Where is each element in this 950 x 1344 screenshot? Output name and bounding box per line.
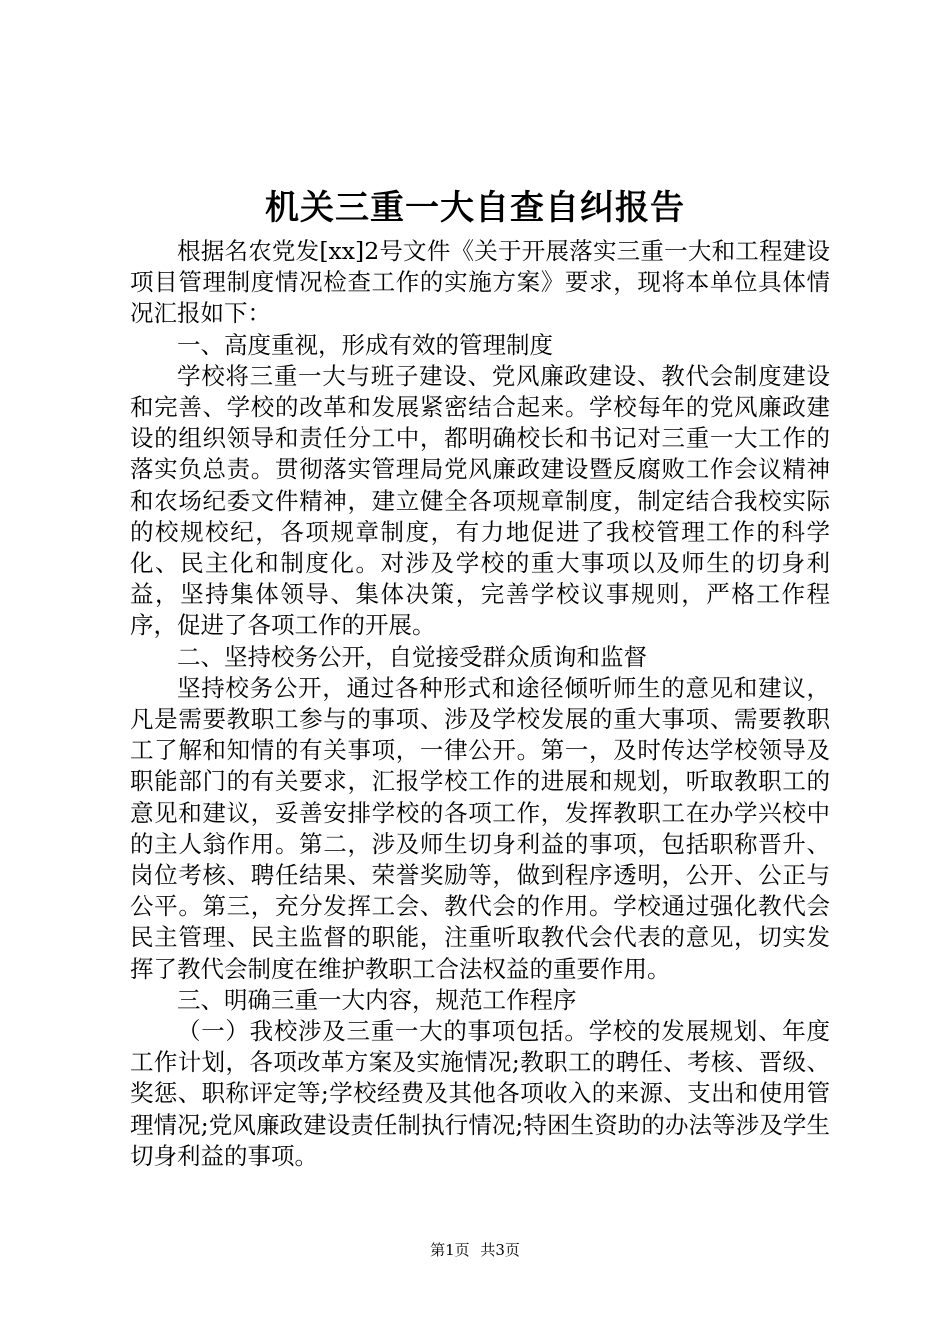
page-footer (0, 1240, 950, 1260)
section-3-paragraph: （一）我校涉及三重一大的事项包括。学校的发展规划、年度工作计划，各项改革方案及实施情况;教职工的聘任、考核、晋级、奖惩、职称评定等;学校经费及其他各项收入的来源、支出和使用管理情况;党风廉政建设责任制执行情况;特困生资助的办法等涉及学生切身利益的事项。 (130, 1017, 830, 1170)
section-heading-3: 三、明确三重一大内容，规范工作程序 (177, 985, 577, 1014)
page-number: 第1页 (430, 1241, 470, 1259)
section-heading-1: 一、高度重视，形成有效的管理制度 (177, 330, 553, 359)
intro-paragraph: 根据名农党发[xx]2号文件《关于开展落实三重一大和工程建设项目管理制度情况检查工作的实施方案》要求，现将本单位具体情况汇报如下： (130, 237, 830, 328)
document-body (130, 236, 830, 1172)
section-heading-2: 二、坚持校务公开，自觉接受群众质询和监督 (177, 642, 647, 671)
section-2-paragraph: 坚持校务公开，通过各种形式和途径倾听师生的意见和建议，凡是需要教职工参与的事项、涉及学校发展的重大事项、需要教职工了解和知情的有关事项，一律公开。第一，及时传达学校领导及职能部门的有关要求，汇报学校工作的进展和规划，听取教职工的意见和建议，妥善安排学校的各项工作，发挥教职工在办学兴校中的主人翁作用。第二，涉及师生切身利益的事项，包括职称晋升、岗位考核、聘任结果、荣誉奖励等，做到程序透明，公开、公正与公平。第三，充分发挥工会、教代会的作用。学校通过强化教代会民主管理、民主监督的职能，注重听取教代会代表的意见，切实发挥了教代会制度在维护教职工合法权益的重要作用。 (130, 673, 830, 983)
document-title: 机关三重一大自查自纠报告 (265, 188, 685, 228)
page-total: 共3页 (480, 1241, 520, 1259)
section-1-paragraph: 学校将三重一大与班子建设、党风廉政建设、教代会制度建设和完善、学校的改革和发展紧密结合起来。学校每年的党风廉政建设的组织领导和责任分工中，都明确校长和书记对三重一大工作的落实负总责。贯彻落实管理局党风廉政建设暨反腐败工作会议精神和农场纪委文件精神，建立健全各项规章制度，制定结合我校实际的校规校纪，各项规章制度，有力地促进了我校管理工作的科学化、民主化和制度化。对涉及学校的重大事项以及师生的切身利益，坚持集体领导、集体决策，完善学校议事规则，严格工作程序，促进了各项工作的开展。 (130, 361, 830, 640)
